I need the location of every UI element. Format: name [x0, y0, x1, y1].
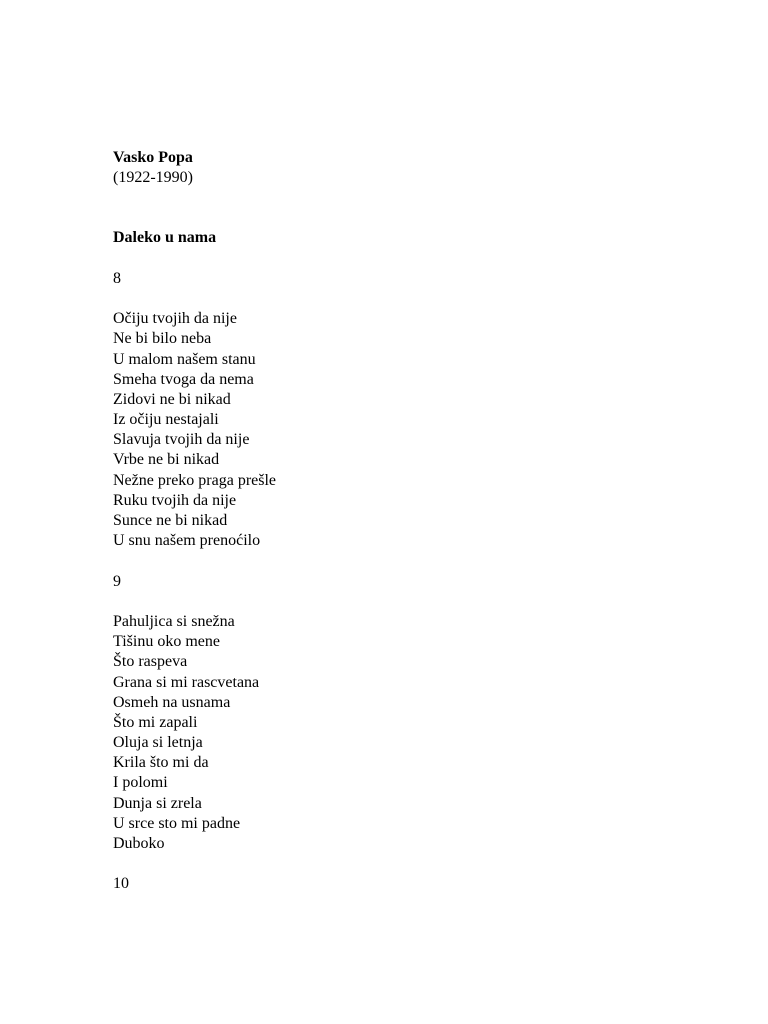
poem-line: Vrbe ne bi nikad	[113, 451, 220, 469]
poem-line: Dunja si zrela	[113, 794, 202, 812]
poem-9	[113, 572, 733, 855]
poem-line: I polomi	[113, 774, 168, 792]
poem-number: 8	[113, 269, 121, 287]
author-years: (1922-1990)	[113, 169, 193, 187]
poem-line: Ne bi bilo neba	[113, 330, 212, 348]
poem-line: Što mi zapali	[113, 713, 198, 731]
spacer	[113, 592, 733, 612]
poem-line: U srce sto mi padne	[113, 814, 241, 832]
poem-line: Zidovi ne bi nikad	[113, 390, 231, 408]
poem-line: Oluja si letnja	[113, 734, 203, 752]
poem-line: Grana si mi rascvetana	[113, 673, 260, 691]
poem-line: Nežne preko praga prešle	[113, 471, 277, 489]
poem-line: Osmeh na usnama	[113, 693, 231, 711]
poem-line: Duboko	[113, 835, 165, 852]
poem-line: Tišinu oko mene	[113, 633, 220, 651]
poem-line: U malom našem stanu	[113, 350, 256, 368]
poem-line: Slavuja tvojih da nije	[113, 431, 250, 449]
author-name: Vasko Popa	[113, 149, 193, 166]
poem-number: 9	[113, 572, 121, 590]
poem-line: Ruku tvojih da nije	[113, 491, 237, 509]
spacer	[113, 289, 733, 309]
document-page	[113, 148, 733, 895]
poem-8	[113, 269, 733, 552]
spacer	[113, 551, 733, 571]
spacer	[113, 188, 733, 228]
poem-line: Smeha tvoga da nema	[113, 370, 254, 388]
poem-line: Pahuljica si snežna	[113, 612, 235, 630]
poem-line: Sunce ne bi nikad	[113, 512, 228, 529]
poem-line: Krila što mi da	[113, 754, 209, 772]
poem-number: 10	[113, 875, 129, 893]
poem-line: Iz očiju nestajali	[113, 411, 219, 429]
poem-line: U snu našem prenoćilo	[113, 532, 261, 550]
poem-line: Očiju tvojih da nije	[113, 310, 237, 328]
poem-10	[113, 874, 733, 894]
poem-line: Što raspeva	[113, 653, 188, 671]
spacer	[113, 854, 733, 874]
spacer	[113, 249, 733, 269]
collection-title: Daleko u nama	[113, 229, 217, 247]
